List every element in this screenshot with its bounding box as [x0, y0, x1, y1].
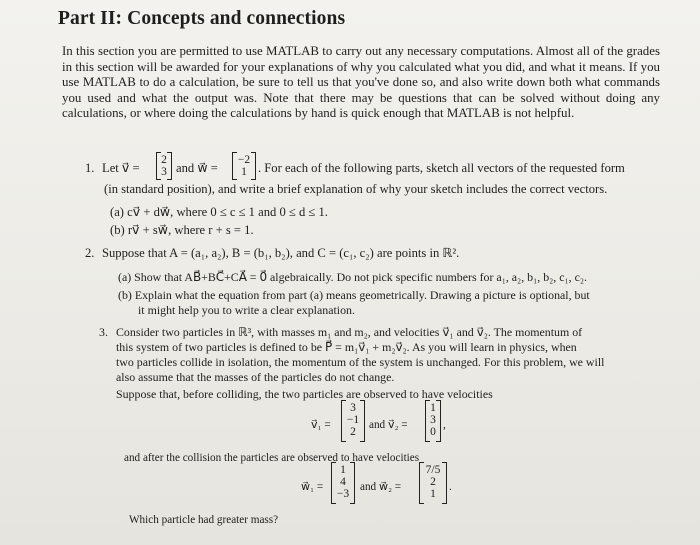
w2-entry: 7/5 — [425, 464, 441, 476]
intro-paragraph: In this section you are permitted to use MATLAB to carry out any necessary computations. Almost all of the grades in this section will be awarded for your explanations of why you calculated what you did, and what it means. If you use MATLAB to do a calculation, be sure to tell us that you've done so, and also write down both what commands you used and what the output was. Note that there may be questions that can be solved without doing any calculations, or where doing the calculations by hand is quick enough that MATLAB is not helpful. — [62, 44, 660, 121]
q2-part-b-line2: it might help you to write a clear explanation. — [138, 303, 355, 317]
section-title: Part II: Concepts and connections — [58, 8, 346, 29]
v2-comma: , — [443, 419, 446, 431]
v1-label: v⃗₁ = — [311, 419, 331, 431]
q1-number: 1. — [85, 161, 95, 175]
w2-period: . — [449, 481, 452, 493]
q1-part-b: (b) rv⃗ + sw⃗, where r + s = 1. — [110, 223, 254, 237]
q2-stem: Suppose that A = (a₁, a₂), B = (b₁, b₂), and C = (c₁, c₂) are points in ℝ². — [102, 246, 460, 260]
w2-label: and w⃗₂ = — [360, 481, 402, 493]
vector-v2-matrix — [425, 400, 441, 442]
q1-line1-rest: . For each of the following parts, sketch all vectors of the requested form — [258, 161, 625, 175]
w-entry: −2 — [237, 154, 251, 166]
q3-line1: Consider two particles in ℝ³, with masses m₁ and m₂, and velocities v⃗₁ and v⃗₂. The momentum of — [116, 325, 583, 339]
q2-part-b-line1: (b) Explain what the equation from part (a) means geometrically. Drawing a picture is optional, but — [118, 288, 590, 302]
q1-let-v-label: Let v⃗ = — [102, 161, 140, 175]
v1-entry: 3 — [350, 402, 356, 414]
w1-entry: 1 — [340, 464, 346, 476]
v-entry: 2 — [161, 154, 167, 166]
w1-label: w⃗₁ = — [301, 481, 324, 493]
q3-after-text: and after the collision the particles are observed to have velocities — [124, 452, 420, 464]
q3-line3: two particles collide in isolation, the momentum of the system is unchanged. For this problem, we will — [116, 355, 605, 369]
w-entry: 1 — [241, 166, 247, 178]
vector-w-matrix — [232, 152, 256, 180]
v2-label: and v⃗₂ = — [369, 419, 408, 431]
v1-entry: −1 — [346, 414, 360, 426]
v2-entry: 3 — [430, 414, 436, 426]
w2-entry: 2 — [430, 476, 436, 488]
q3-question: Which particle had greater mass? — [129, 514, 279, 526]
q3-line2: this system of two particles is defined to be P⃗ = m₁v⃗₁ + m₂v⃗₂. As you will learn in physics, when — [116, 340, 577, 354]
vector-w2-matrix — [419, 462, 447, 504]
vector-v-matrix — [156, 152, 172, 180]
w2-entry: 1 — [430, 488, 436, 500]
v2-entry: 0 — [430, 426, 436, 438]
v1-entry: 2 — [350, 426, 356, 438]
w1-entry: −3 — [336, 488, 350, 500]
q3-line4: also assume that the masses of the particles do not change. — [116, 370, 395, 384]
q1-and-w-label: and w⃗ = — [176, 161, 218, 175]
vector-w1-matrix — [331, 462, 355, 504]
v2-entry: 1 — [430, 402, 436, 414]
q2-number: 2. — [85, 246, 95, 260]
q3-number: 3. — [99, 325, 108, 339]
q1-part-a: (a) cv⃗ + dw⃗, where 0 ≤ c ≤ 1 and 0 ≤ d ≤ 1. — [110, 205, 328, 219]
q3-line5: Suppose that, before colliding, the two particles are observed to have velocities — [116, 387, 493, 401]
w1-entry: 4 — [340, 476, 346, 488]
v-entry: 3 — [161, 166, 167, 178]
q2-part-a: (a) Show that AB⃗+BC⃗+CA⃗ = 0⃗ algebraically. Do not pick specific numbers for a₁, a₂, b₁, b₂, c₁, c₂. — [118, 270, 587, 284]
vector-v1-matrix — [341, 400, 365, 442]
q1-line2: (in standard position), and write a brief explanation of why your sketch includes the correct vectors. — [104, 182, 608, 196]
